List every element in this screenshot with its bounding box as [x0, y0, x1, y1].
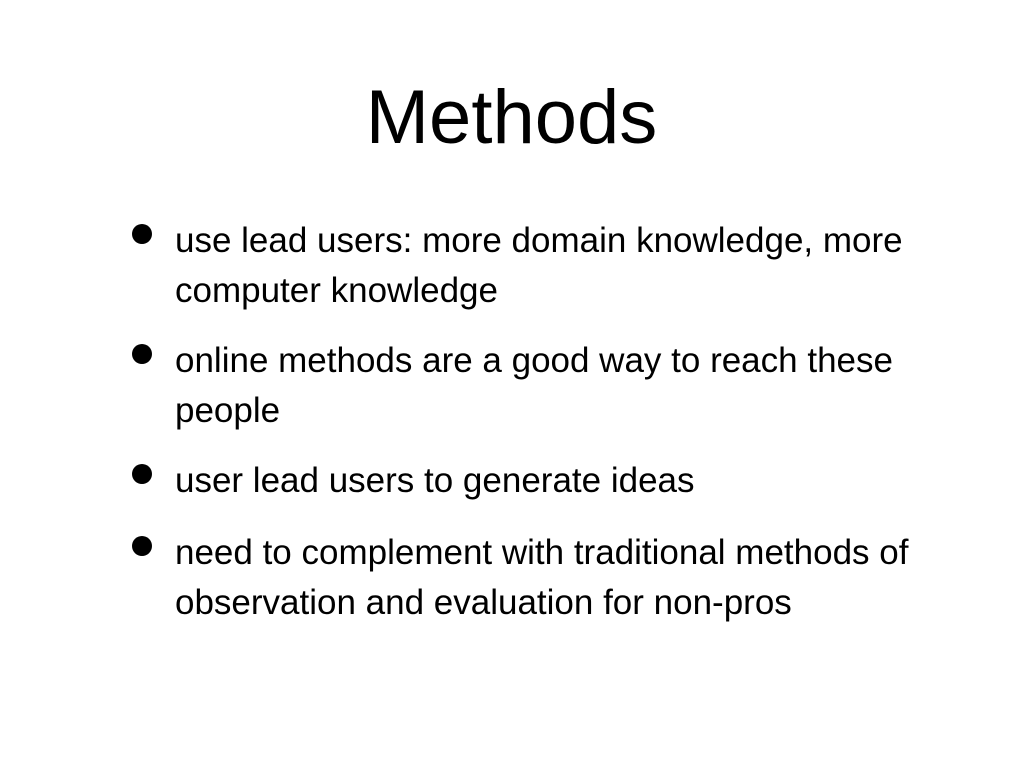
- bullet-item-generate-ideas: [120, 456, 940, 506]
- bullet-text: online methods are a good way to reach these people: [175, 341, 893, 430]
- bullet-dot-icon: [132, 464, 152, 484]
- bullet-item-online-methods: [120, 336, 940, 436]
- bullet-item-lead-users: [120, 216, 940, 316]
- bullet-dot-icon: [132, 344, 152, 364]
- bullet-dot-icon: [132, 224, 152, 244]
- bullet-text: user lead users to generate ideas: [175, 461, 695, 500]
- bullet-dot-icon: [132, 536, 152, 556]
- bullet-text: need to complement with traditional methods of observation and evaluation for non-pros: [175, 533, 909, 622]
- slide-title: Methods: [365, 75, 658, 160]
- bullet-item-complement-traditional: [120, 528, 940, 628]
- bullet-list: [120, 216, 940, 648]
- bullet-text: use lead users: more domain knowledge, more computer knowledge: [175, 221, 903, 310]
